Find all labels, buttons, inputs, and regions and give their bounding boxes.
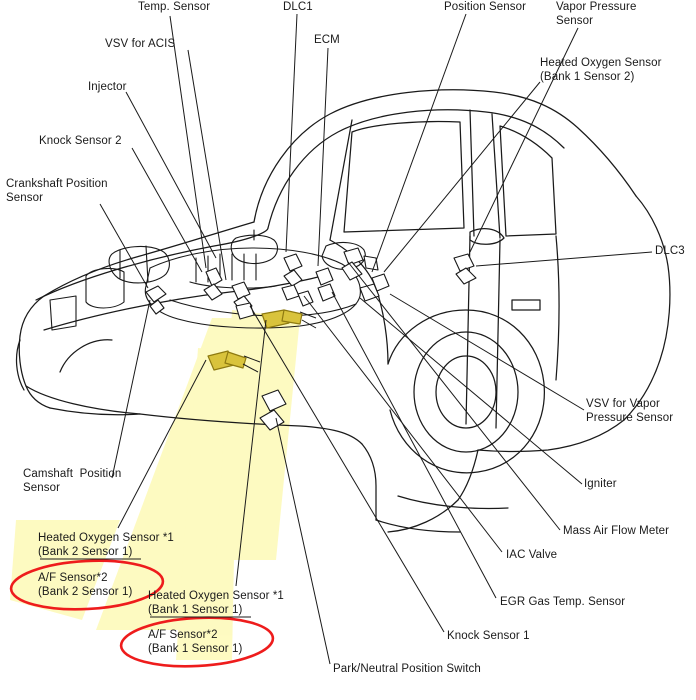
label-vapor-pressure-sensor: Vapor Pressure Sensor	[556, 1, 637, 27]
label-injector: Injector	[88, 81, 127, 93]
label-mass-air-flow-meter: Mass Air Flow Meter	[563, 525, 670, 537]
engine-bay-components	[50, 230, 365, 330]
label-vsv-for-acis: VSV for ACIS	[105, 38, 176, 50]
label-iac-valve: IAC Valve	[506, 549, 558, 561]
label-heated-oxygen-b1s2: Heated Oxygen Sensor (Bank 1 Sensor 2)	[540, 57, 662, 83]
label-dlc3: DLC3	[655, 245, 685, 257]
label-camshaft-position: Camshaft Position Sensor	[23, 468, 122, 494]
label-ecm: ECM	[314, 34, 340, 46]
label-knock-sensor-2: Knock Sensor 2	[39, 135, 122, 147]
label-heated-oxygen-b2s1: Heated Oxygen Sensor *1 (Bank 2 Sensor 1)	[38, 532, 174, 558]
label-heated-oxygen-b1s1: Heated Oxygen Sensor *1 (Bank 1 Sensor 1)	[148, 590, 284, 616]
label-af-sensor-b2s1: A/F Sensor*2 (Bank 2 Sensor 1)	[38, 572, 133, 598]
label-vsv-vapor-pressure: VSV for Vapor Pressure Sensor	[586, 398, 674, 424]
label-position-sensor: Position Sensor	[444, 1, 527, 13]
label-temp-sensor: Temp. Sensor	[138, 1, 211, 13]
label-park-neutral-switch: Park/Neutral Position Switch	[333, 663, 481, 675]
label-egr-gas-temp-sensor: EGR Gas Temp. Sensor	[500, 596, 626, 608]
label-crankshaft-position: Crankshaft Position Sensor	[6, 178, 108, 204]
label-igniter: Igniter	[584, 478, 617, 490]
label-knock-sensor-1: Knock Sensor 1	[447, 630, 530, 642]
label-af-sensor-b1s1: A/F Sensor*2 (Bank 1 Sensor 1)	[148, 629, 243, 655]
label-dlc1: DLC1	[283, 1, 313, 13]
